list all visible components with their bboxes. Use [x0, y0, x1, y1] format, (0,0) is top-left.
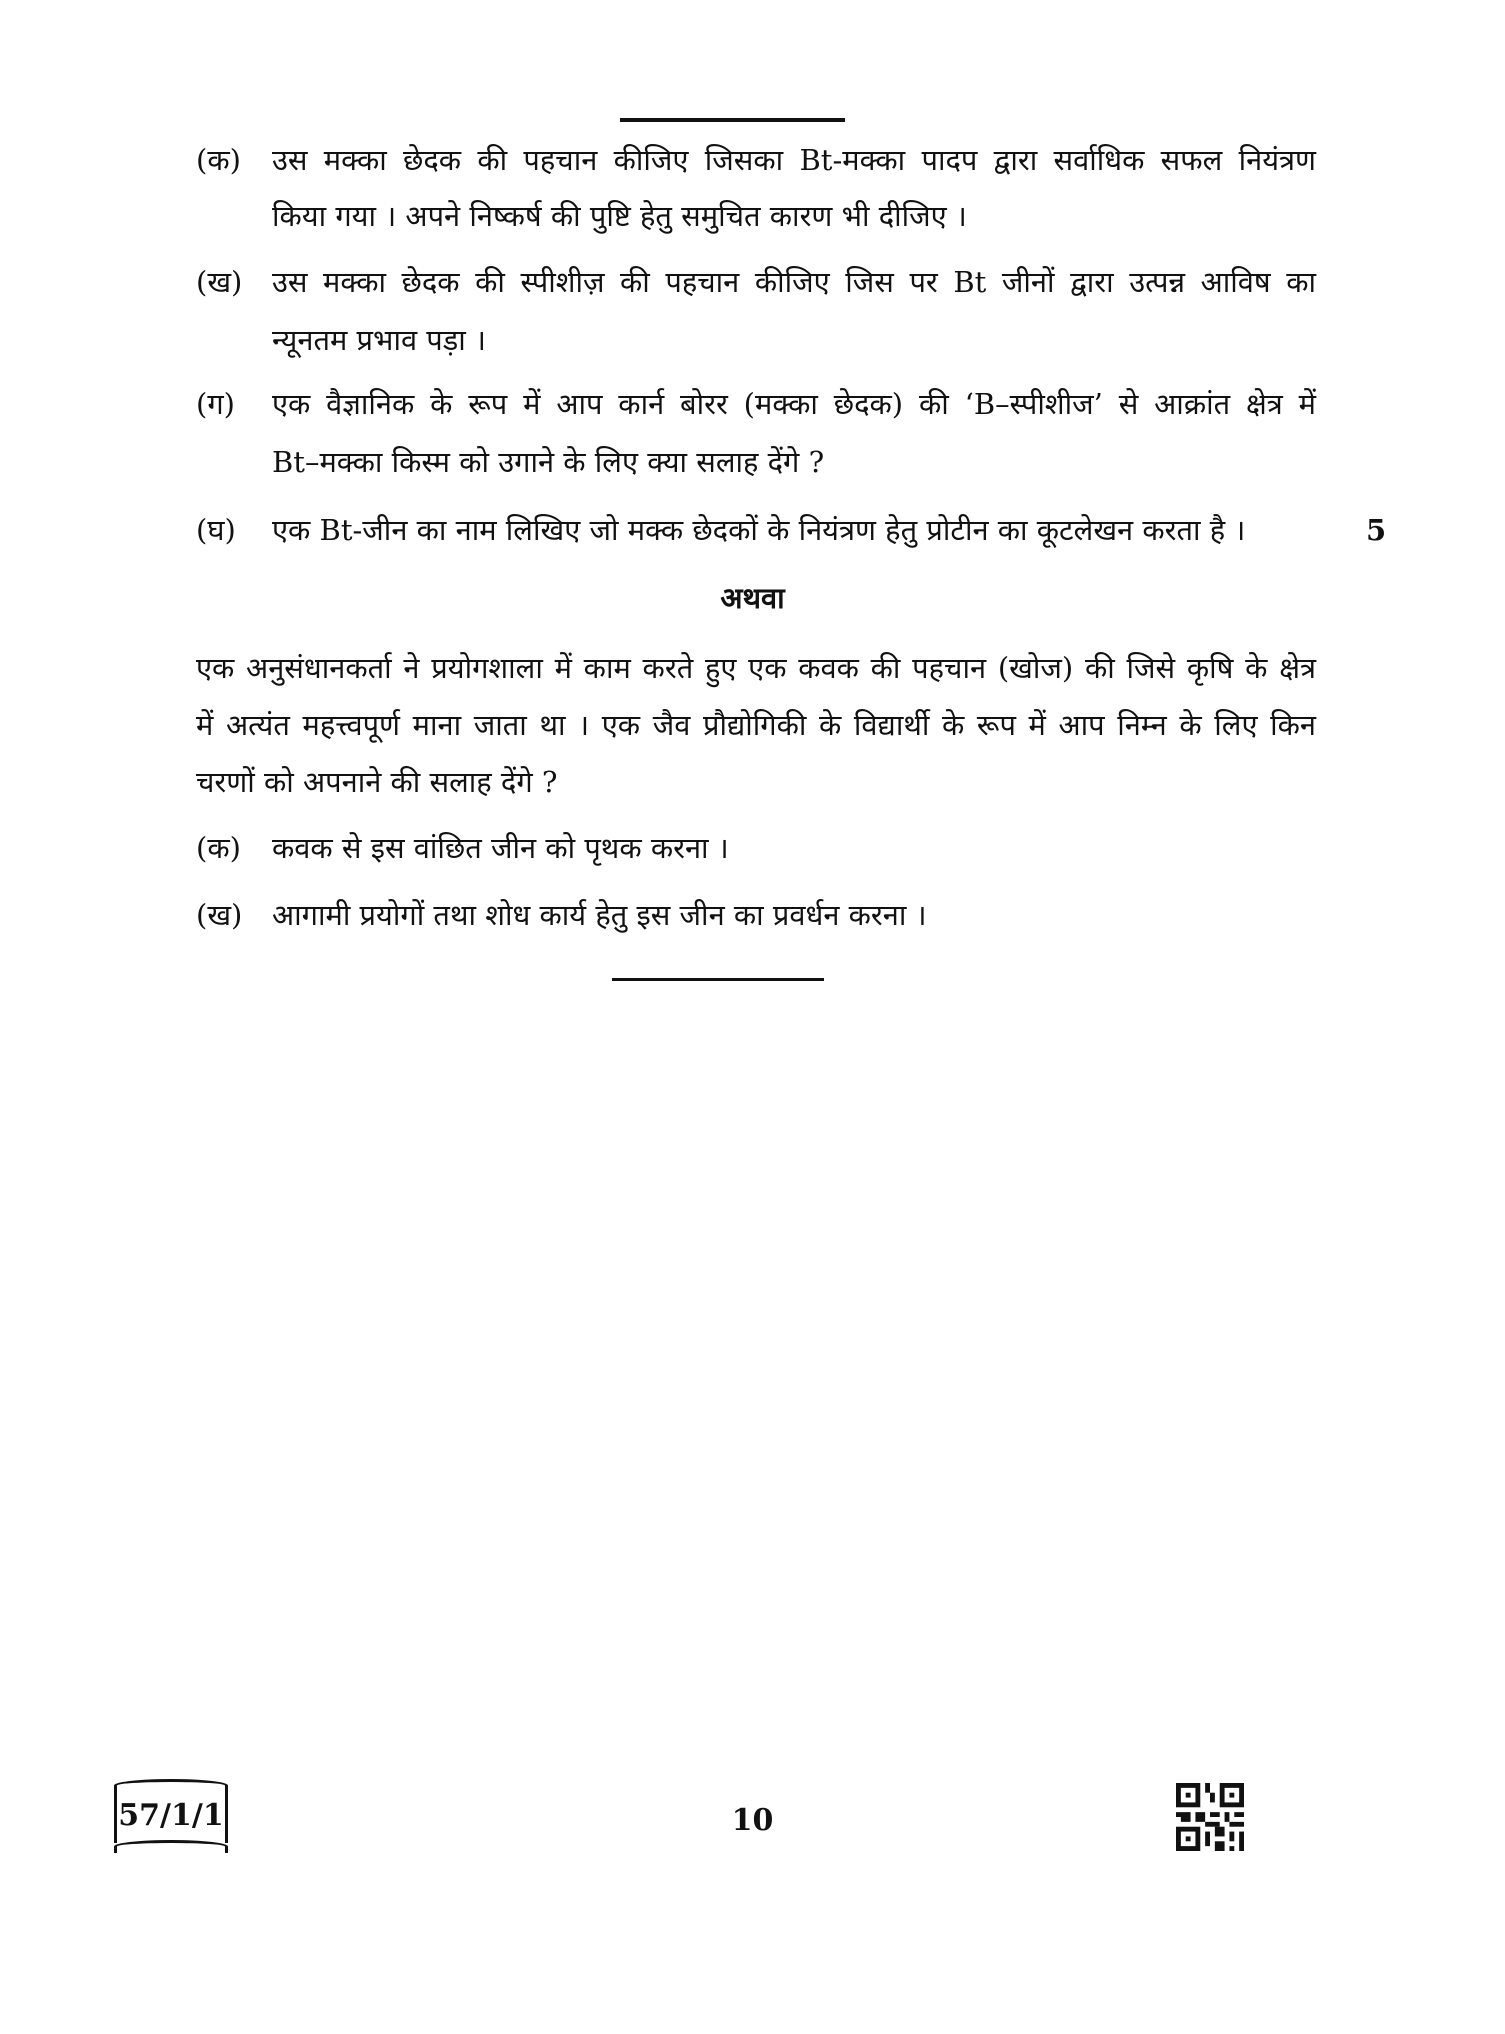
question-ka-line-1: उस मक्का छेदक की पहचान कीजिए जिसका Bt-मक्का पादप द्वारा सर्वाधिक सफल नियंत्रण [272, 143, 1316, 177]
top-divider [620, 118, 845, 122]
alternative-paragraph-line-3: चरणों को अपनाने की सलाह देंगे ? [196, 765, 558, 799]
end-divider [612, 978, 824, 981]
paper-code-badge [114, 1787, 228, 1843]
paper-code: 57/1/1 [118, 1797, 224, 1833]
alternative-item-ka: कवक से इस वांछित जीन को पृथक करना । [272, 831, 729, 865]
alternative-item-kha: आगामी प्रयोगों तथा शोध कार्य हेतु इस जीन का प्रवर्धन करना । [272, 898, 927, 932]
question-ka-line-2: किया गया । अपने निष्कर्ष की पुष्टि हेतु समुचित कारण भी दीजिए । [272, 199, 967, 233]
qr-code-icon [1176, 1783, 1244, 1851]
alternative-paragraph-line-1: एक अनुसंधानकर्ता ने प्रयोगशाला में काम करते हुए एक कवक की पहचान (खोज) की जिसे कृषि के क्षेत्र [196, 651, 1316, 685]
alternative-paragraph-line-2: में अत्यंत महत्त्वपूर्ण माना जाता था । एक जैव प्रौद्योगिकी के विद्यार्थी के रूप में आप निम्न के लिए किन [196, 708, 1316, 742]
question-ga-line-1: एक वैज्ञानिक के रूप में आप कार्न बोरर (मक्का छेदक) की ‘B–स्पीशीज’ से आक्रांत क्षेत्र में [272, 387, 1316, 421]
question-gha-line-1: एक Bt-जीन का नाम लिखिए जो मक्क छेदकों के नियंत्रण हेतु प्रोटीन का कूटलेखन करता है । [272, 513, 1246, 547]
question-label-ga: (ग) [196, 387, 235, 421]
question-label-gha: (घ) [196, 513, 236, 547]
question-kha-line-2: न्यूनतम प्रभाव पड़ा । [272, 323, 487, 357]
question-ga-line-2: Bt–मक्का किस्म को उगाने के लिए क्या सलाह देंगे ? [272, 445, 825, 479]
page-number: 10 [731, 1803, 774, 1838]
question-kha-line-1: उस मक्का छेदक की स्पीशीज़ की पहचान कीजिए जिस पर Bt जीनों द्वारा उत्पन्न आविष का [272, 265, 1316, 299]
marks: 5 [1366, 513, 1387, 547]
alternative-label-ka: (क) [196, 831, 241, 865]
or-heading: अथवा [720, 581, 785, 615]
question-label-kha: (ख) [196, 265, 243, 299]
alternative-label-kha: (ख) [196, 898, 243, 932]
question-label-ka: (क) [196, 143, 241, 177]
